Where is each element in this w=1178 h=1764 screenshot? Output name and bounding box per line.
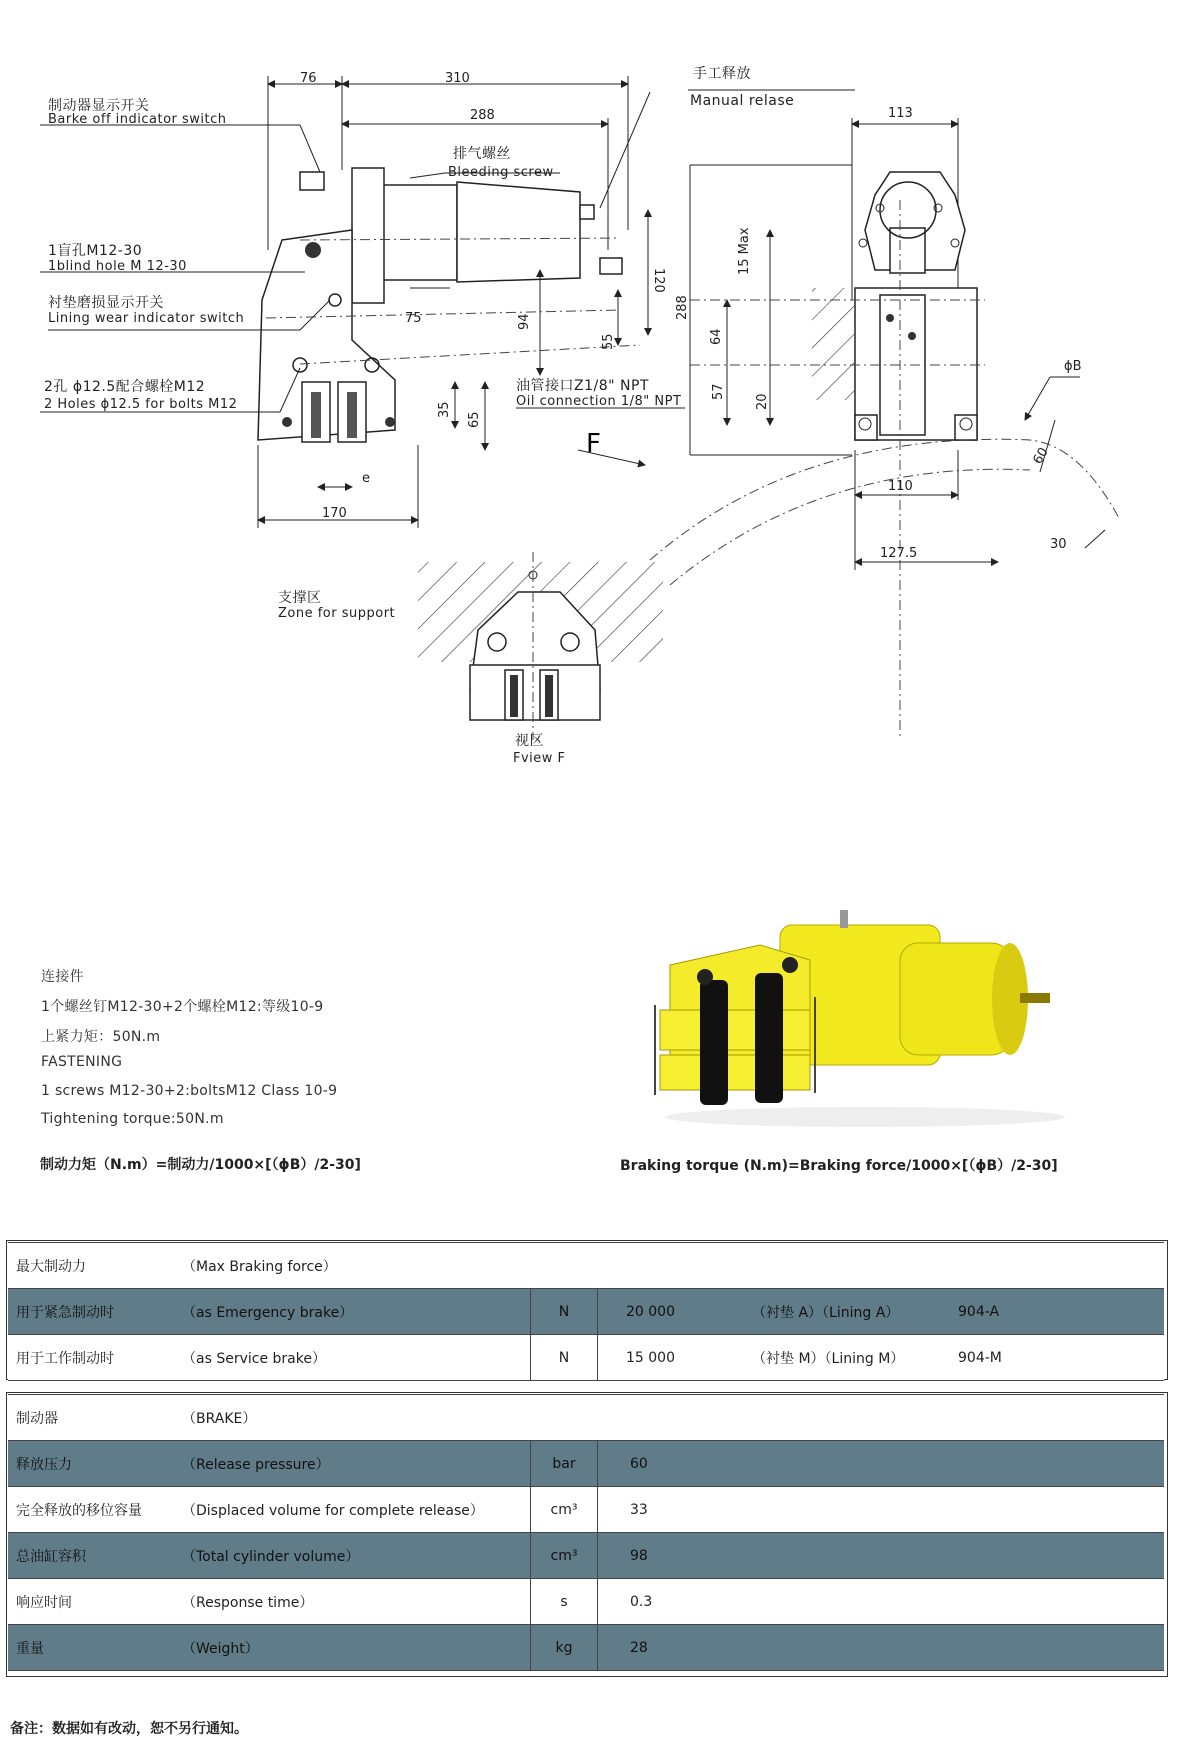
label-indicator-zh: 制动器显示开关 [48, 98, 150, 114]
label-support-zh: 支撑区 [278, 590, 322, 606]
dim-30: 30 [1050, 537, 1067, 552]
dim-170: 170 [322, 506, 347, 521]
dim-110: 110 [888, 479, 913, 494]
table-row: 完全释放的移位容量 （Displaced volume for complete release） cm³ 33 [8, 1487, 1164, 1533]
fastening-title-en: FASTENING [41, 1054, 123, 1070]
dim-15max: 15 Max [737, 227, 752, 275]
table-row: 响应时间 （Response time） s 0.3 [8, 1579, 1164, 1625]
label-view-zh: 视区 [515, 733, 544, 749]
fastening-line-1: 1个螺丝钉M12-30+2个螺栓M12:等级10-9 [41, 999, 324, 1015]
label-manual-zh: 手工释放 [693, 66, 751, 82]
dim-60: 60 [1030, 445, 1052, 467]
dim-288v: 288 [675, 295, 690, 320]
technical-drawing [0, 0, 1178, 790]
label-oil-en: Oil connection 1/8" NPT [516, 394, 682, 409]
dim-65: 65 [467, 411, 482, 428]
label-wear-zh: 衬垫磨损显示开关 [48, 295, 164, 311]
dim-113: 113 [888, 106, 913, 121]
table-row: 总油缸容积 （Total cylinder volume） cm³ 98 [8, 1533, 1164, 1579]
dim-57: 57 [711, 383, 726, 400]
label-blind-zh: 1盲孔M12-30 [48, 243, 143, 259]
table2-header-zh: 制动器 [8, 1395, 174, 1441]
product-photo [630, 905, 1100, 1130]
table1-header-zh: 最大制动力 [8, 1243, 174, 1289]
label-bleed-zh: 排气螺丝 [453, 146, 511, 162]
table2-header-en: （BRAKE） [174, 1395, 1164, 1441]
dim-35: 35 [437, 401, 452, 418]
dim-127-5: 127.5 [880, 546, 918, 561]
dim-288: 288 [470, 108, 495, 123]
table-row: 用于紧急制动时 （as Emergency brake） N 20 000 （衬垫 A）（Lining A） 904-A [8, 1289, 1164, 1335]
table-row: 重量 （Weight） kg 28 [8, 1625, 1164, 1671]
dim-phi-b: ϕB [1064, 359, 1082, 374]
dim-120: 120 [651, 268, 666, 293]
label-blind-en: 1blind hole M 12-30 [48, 259, 187, 274]
fastening-line-4: Tightening torque:50N.m [41, 1111, 224, 1127]
table-row: 释放压力 （Release pressure） bar 60 [8, 1441, 1164, 1487]
label-holes-en: 2 Holes ϕ12.5 for bolts M12 [44, 397, 238, 412]
dim-20: 20 [755, 393, 770, 410]
label-view-en: Fview F [513, 751, 566, 766]
label-wear-en: Lining wear indicator switch [48, 311, 245, 326]
dim-310: 310 [445, 71, 470, 86]
fastening-line-3: 1 screws M12-30+2:boltsM12 Class 10-9 [41, 1083, 338, 1099]
dim-76: 76 [300, 71, 317, 86]
dim-64: 64 [709, 328, 724, 345]
fastening-title-zh: 连接件 [41, 969, 84, 985]
formula-zh: 制动力矩（N.m）=制动力/1000×[（ϕB）/2-30] [40, 1157, 361, 1173]
view-letter-f: F [586, 429, 601, 459]
table1-header-en: （Max Braking force） [174, 1243, 1164, 1289]
dim-75: 75 [405, 311, 422, 326]
fastening-line-2: 上紧力矩：50N.m [41, 1029, 161, 1045]
footnote: 备注：数据如有改动，恕不另行通知。 [10, 1721, 248, 1737]
table-brake [8, 1394, 1164, 1671]
label-oil-zh: 油管接口Z1/8" NPT [516, 378, 649, 394]
label-bleed-en: Bleeding screw [448, 165, 554, 180]
label-support-en: Zone for support [278, 606, 396, 621]
label-indicator-en: Barke off indicator switch [48, 112, 227, 127]
dim-e: e [362, 471, 370, 486]
label-holes-zh: 2孔 ϕ12.5配合螺栓M12 [44, 379, 206, 395]
label-manual-en: Manual relase [690, 93, 795, 109]
dim-94: 94 [517, 313, 532, 330]
table-max-braking [8, 1242, 1164, 1381]
dim-55: 55 [601, 333, 616, 350]
table-row: 用于工作制动时 （as Service brake） N 15 000 （衬垫 M）（Lining M） 904-M [8, 1335, 1164, 1381]
formula-en: Braking torque (N.m)=Braking force/1000×[（ϕB）/2-30] [620, 1158, 1058, 1174]
